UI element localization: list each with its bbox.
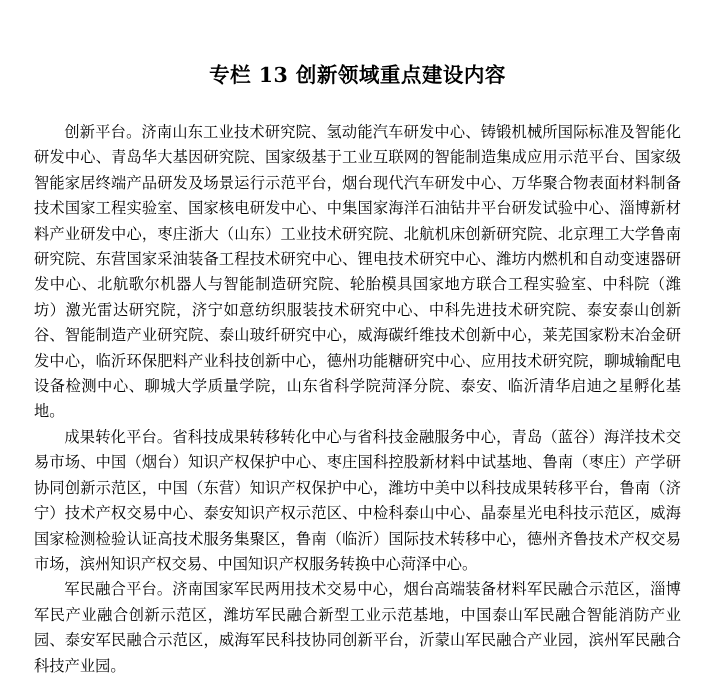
paragraph-civil-military-platform: 军民融合平台。济南国家军民两用技术交易中心，烟台高端装备材料军民融合示范区，淄博军民产业融合创新示范区，潍坊军民融合新型工业示范基地，中国泰山军民融合智能消防产业园、泰安军民融合示范区，威海军民科技协同创新平台，沂蒙山军民融合产业园，滨州军民融合科技产业园。 <box>34 580 681 675</box>
paragraph-transformation-platform: 成果转化平台。省科技成果转移转化中心与省科技金融服务中心，青岛（蓝谷）海洋技术交易市场、中国（烟台）知识产权保护中心、枣庄国科控股新材料中试基地、鲁南（枣庄）产学研协同创新示范区，中国（东营）知识产权保护中心，潍坊中美中以科技成果转移平台，鲁南（济宁）技术产权交易中心、泰安知识产权示范区、中检科泰山中心、晶泰星光电科技示范区，威海国家检测检验认证高技术服务集聚区，鲁南（临沂）国际技术转移中心，德州齐鲁技术产权交易市场，滨州知识产权交易、中国知识产权服务转换中心菏泽中心。 <box>34 427 681 573</box>
document-body <box>34 98 681 679</box>
paragraph-innovation-platform: 创新平台。济南山东工业技术研究院、氢动能汽车研发中心、铸锻机械所国际标准及智能化研发中心、青岛华大基因研究院、国家级基于工业互联网的智能制造集成应用示范平台、国家级智能家居终端产品研发及场景运行示范平台，烟台现代汽车研发中心、万华聚合物表面材料制备技术国家工程实验室、国家核电研发中心、中集国家海洋石油钻井平台研发试验中心、淄博新材料产业研发中心，枣庄浙大（山东）工业技术研究院、北航机床创新研究院、北京理工大学鲁南研究院、东营国家采油装备工程技术研究中心、锂电技术研究中心、潍坊内燃机和自动变速器研发中心、北航歌尔机器人与智能制造研究院、轮胎模具国家地方联合工程实验室、中科院（潍坊）激光雷达研究院，济宁如意纺织服装技术研究中心、中科先进技术研究院、泰安泰山创新谷、智能制造产业研究院、泰山玻纤研究中心，威海碳纤维技术创新中心，莱芜国家粉末冶金研发中心，临沂环保肥料产业科技创新中心，德州功能糖研究中心、应用技术研究院，聊城输配电设备检测中心、聊城大学质量学院，山东省科学院菏泽分院、泰安、临沂清华启迪之星孵化基地。 <box>34 123 681 421</box>
page-title: 专栏 13 创新领域重点建设内容 <box>209 63 506 87</box>
